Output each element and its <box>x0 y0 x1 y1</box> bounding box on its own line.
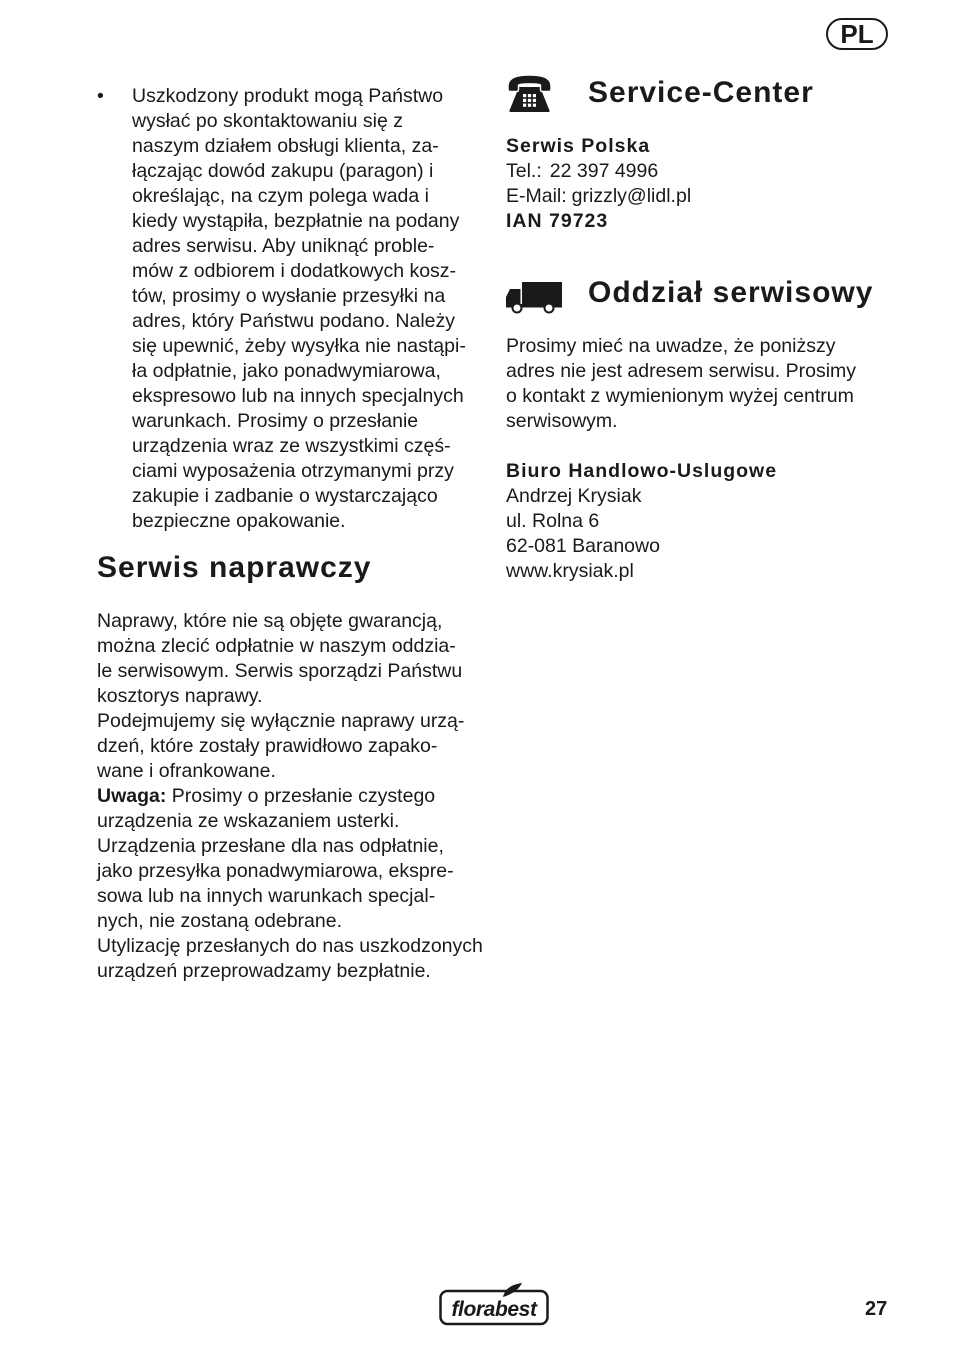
email-label: E-Mail: <box>506 185 567 207</box>
repair-service-paragraph <box>97 609 483 984</box>
bullet-marker: • <box>97 85 104 107</box>
text-line: Naprawy, które nie są objęte gwarancją, <box>97 610 443 632</box>
florabest-logo <box>439 1282 549 1326</box>
phone-number: 22 397 4996 <box>549 160 659 182</box>
text-line: zakupie i zadbanie o wystarczająco <box>132 485 438 507</box>
warning-line <box>97 784 483 809</box>
text-line: urządzeń przeprowadzamy bezpłatnie. <box>97 960 431 982</box>
logo-wordmark: florabest <box>451 1298 537 1321</box>
phone-line <box>506 159 691 184</box>
text-line: można zlecić odpłatnie w naszym oddzia- <box>97 635 456 657</box>
contact-person: Andrzej Krysiak <box>506 485 642 507</box>
text-line: tów, prosimy o wysłanie przesyłki na <box>132 285 446 307</box>
phone-label: Tel.: <box>506 160 542 182</box>
company-name: Biuro Handlowo-Uslugowe <box>506 460 778 482</box>
repair-service-heading: Serwis naprawczy <box>97 551 372 584</box>
warning-label: Uwaga: <box>97 785 167 807</box>
text-line: Urządzenia przesłane dla nas odpłatnie, <box>97 835 444 857</box>
text-line: Prosimy mieć na uwadze, że poniższy <box>506 335 836 357</box>
street-address: ul. Rolna 6 <box>506 510 600 532</box>
text-line: adres, który Państwu podano. Należy <box>132 310 456 332</box>
text-line: się upewnić, żeby wysyłka nie nastąpi- <box>132 335 466 357</box>
text-line: ekspresowo lub na innych specjalnych <box>132 385 464 407</box>
text-line: warunkach. Prosimy o przesłanie <box>132 410 419 432</box>
website: www.krysiak.pl <box>506 560 634 582</box>
text-line: kosztorys naprawy. <box>97 685 263 707</box>
service-name: Serwis Polska <box>506 135 651 157</box>
text-line: dzeń, które zostały prawidłowo zapako- <box>97 735 438 757</box>
text-line: adres nie jest adresem serwisu. Prosimy <box>506 360 857 382</box>
text-line: le serwisowym. Serwis sporządzi Państwu <box>97 660 463 682</box>
page-number: 27 <box>865 1298 888 1320</box>
text-line: Uszkodzony produkt mogą Państwo <box>132 85 444 107</box>
service-center-contact <box>506 134 691 234</box>
email-address: grizzly@lidl.pl <box>571 185 692 207</box>
service-center-heading: Service-Center <box>588 76 814 109</box>
text-line: łączając dowód zakupu (paragon) i <box>132 160 434 182</box>
ian-number: IAN 79723 <box>506 210 609 232</box>
text-line: adres serwisu. Aby uniknąć proble- <box>132 235 435 257</box>
telephone-icon <box>506 74 553 113</box>
service-branch-note <box>506 334 856 434</box>
text-line: bezpieczne opakowanie. <box>132 510 346 532</box>
service-branch-heading: Oddział serwisowy <box>588 276 874 309</box>
text-line: serwisowym. <box>506 410 618 432</box>
warning-text: Prosimy o przesłanie czystego <box>166 785 436 807</box>
email-line <box>506 184 691 209</box>
text-line: określając, na czym polega wada i <box>132 185 429 207</box>
text-line: wane i ofrankowane. <box>97 760 276 782</box>
branch-address <box>506 459 777 584</box>
text-line: mów z odbiorem i dodatkowych kosz- <box>132 260 457 282</box>
text-line: naszym działem obsługi klienta, za- <box>132 135 439 157</box>
text-line: o kontakt z wymienionym wyżej centrum <box>506 385 854 407</box>
text-line: sowa lub na innych warunkach specjal- <box>97 885 436 907</box>
postal-city: 62-081 Baranowo <box>506 535 660 557</box>
text-line: wysłać po skontaktowaniu się z <box>132 110 403 132</box>
language-badge: PL <box>826 18 888 50</box>
text-line: Podejmujemy się wyłącznie naprawy urzą- <box>97 710 465 732</box>
text-line: ła odpłatnie, jako ponadwymiarowa, <box>132 360 441 382</box>
text-line: urządzenia wraz ze wszystkimi częś- <box>132 435 451 457</box>
truck-icon <box>506 282 562 314</box>
shipping-note-paragraph <box>132 84 466 534</box>
text-line: kiedy wystąpiła, bezpłatnie na podany <box>132 210 460 232</box>
text-line: Utylizację przesłanych do nas uszkodzonych <box>97 935 483 957</box>
text-line: nych, nie zostaną odebrane. <box>97 910 343 932</box>
text-line: ciami wyposażenia otrzymanymi przy <box>132 460 454 482</box>
text-line: jako przesyłka ponadwymiarowa, ekspre- <box>97 860 454 882</box>
text-line: urządzenia ze wskazaniem usterki. <box>97 810 400 832</box>
